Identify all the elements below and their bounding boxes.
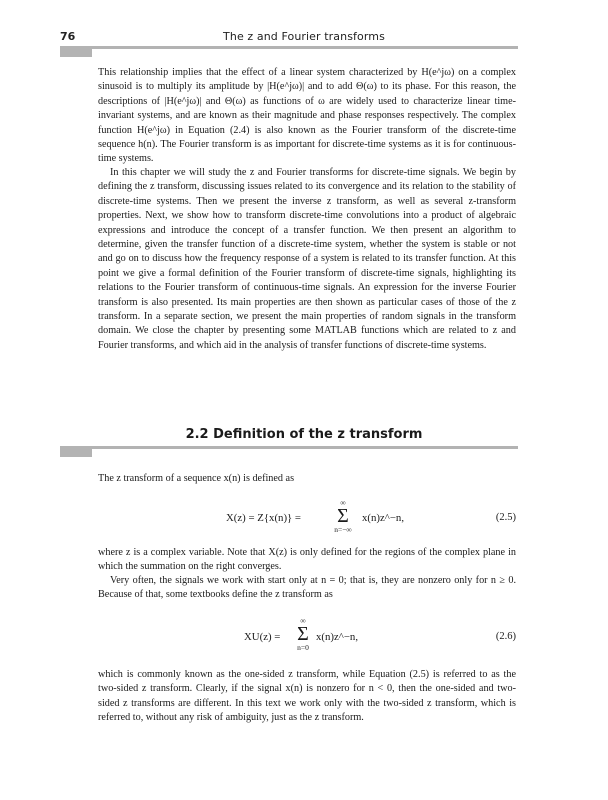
section-heading: 2.2 Definition of the z transform — [185, 427, 423, 442]
equation-2-6 — [0, 614, 608, 660]
intro-paragraph-1: This relationship implies that the effect of a linear system characterized by H(e^jω) on a complex sinusoid is to multiply its amplitude by |H(e^jω)| and to add Θ(ω) to its phase. For this reason, the descriptions of |H(e^jω)| and Θ(ω) as functions of ω are widely used to characterize linear time-invariant systems, and are known as their magnitude and phase responses respectively. The complex function H(e^jω) in Equation (2.4) is also known as the Fourier transform of the discrete-time sequence h(n). The Fourier transform is as important for discrete-time systems as it is for continuous-time systems. — [98, 67, 516, 165]
header-tab-bar — [60, 47, 92, 57]
intro-paragraph-2: In this chapter we will study the z and Fourier transforms for discrete-time signals. We begin by defining the z transform, discussing issues related to its convergence and its relation to the stability of discrete-time systems. Then we present the inverse z transform, as well as several z-transform properties. Next, we show how to transform discrete-time convolutions into a product of algebraic expressions and introduce the concept of a transfer function. We then present an algorithm to determine, given the transfer function of a discrete-time system, whether the system is stable or not and go on to discuss how the frequency response of a system is related to its transfer function. At this point we give a formal definition of the Fourier transform of discrete-time signals, highlighting its relations to the Fourier transform of continuous-time signals. An expression for the inverse Fourier transform is also presented. Its main properties are then shown as particular cases of those of the z transform. In a separate section, we present the main properties of random signals in the transform domain. We close the chapter by presenting some MATLAB functions which are related to z and Fourier transforms, and which aid in the analysis of transfer functions of discrete-time systems. — [98, 167, 516, 351]
one-sided-explanation-paragraph: which is commonly known as the one-sided z transform, while Equation (2.5) is referred to as the two-sided z transform. Clearly, if the signal x(n) is nonzero for n < 0, then the one-sided and two-sided z transforms are different. In this text we work only with the two-sided z transform, which is referred to, without any risk of ambiguity, just as the z transform. — [98, 669, 516, 724]
sum-lower-limit: n=0 — [297, 643, 309, 652]
sum-lower-limit: n=−∞ — [334, 525, 352, 534]
definition-paragraph: The z transform of a sequence x(n) is defined as — [98, 473, 295, 484]
equation-number: (2.5) — [495, 512, 516, 523]
sigma-symbol: Σ — [297, 623, 309, 645]
section-rule — [60, 446, 518, 449]
equation-2-6-lhs: XU(z) = — [244, 631, 281, 643]
equation-2-5-summation — [326, 498, 360, 534]
sum-upper-limit: ∞ — [300, 616, 306, 625]
equation-2-5-lhs: X(z) = Z{x(n)} = — [226, 512, 302, 524]
one-sided-intro-paragraph: Very often, the signals we work with start only at n = 0; that is, they are nonzero only for n ≥ 0. Because of that, some textbooks define the z transform as — [98, 575, 516, 601]
equation-2-5 — [0, 498, 608, 544]
section-tab-bar — [60, 447, 92, 457]
running-header — [0, 28, 608, 46]
sigma-symbol: Σ — [337, 505, 349, 527]
region-paragraph: where z is a complex variable. Note that X(z) is only defined for the regions of the complex plane in which the summation on the right converges. — [98, 547, 516, 573]
sum-upper-limit: ∞ — [340, 498, 346, 507]
equation-2-5-rhs: x(n)z^−n, — [362, 512, 405, 524]
equation-2-6-summation — [290, 616, 316, 652]
equation-2-6-rhs: x(n)z^−n, — [316, 631, 359, 643]
page-number: 76 — [60, 30, 76, 43]
header-rule — [60, 46, 518, 49]
running-title: The z and Fourier transforms — [223, 30, 385, 43]
equation-number: (2.6) — [495, 631, 516, 642]
